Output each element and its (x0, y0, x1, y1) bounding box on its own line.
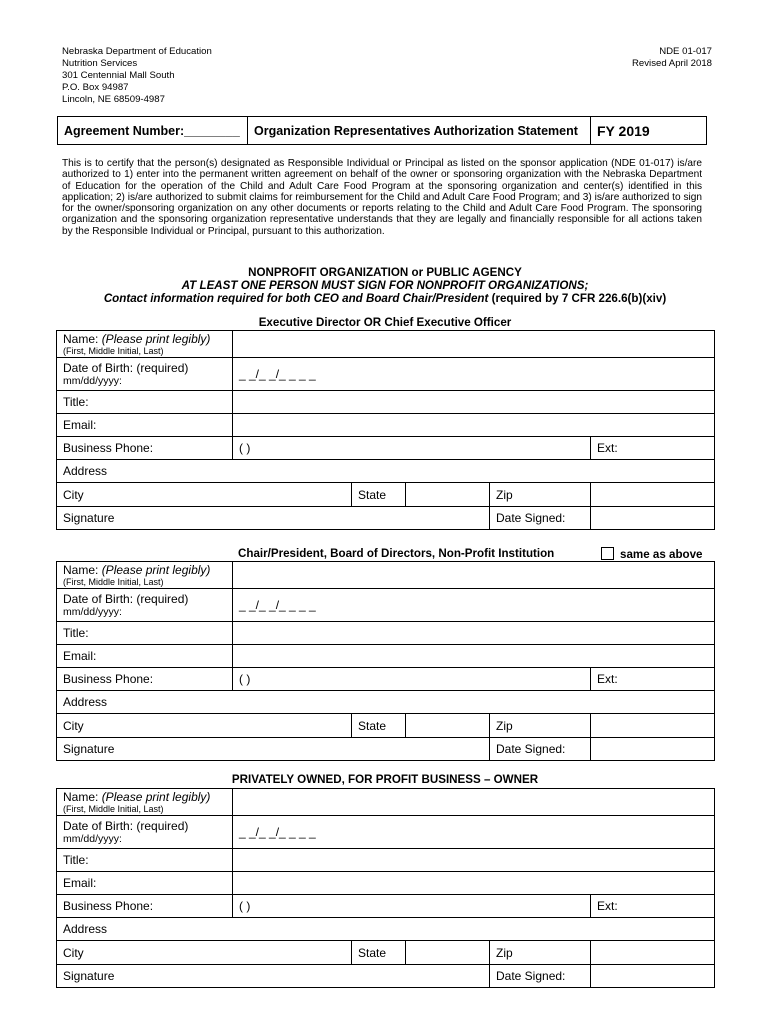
contact-note-italic: Contact information required for both CEO and Board Chair/President (103, 292, 489, 305)
zip-label: Zip (490, 714, 591, 738)
section-for-profit-owner-title: PRIVATELY OWNED, FOR PROFIT BUSINESS – OWNER (231, 773, 539, 786)
city-field[interactable]: City (57, 714, 352, 738)
title-field[interactable] (233, 391, 715, 414)
ext-field[interactable]: Ext: (591, 668, 715, 691)
name-label: Name: (63, 563, 102, 577)
city-field[interactable]: City (57, 483, 352, 507)
name-field[interactable] (233, 789, 715, 816)
email-label: Email: (57, 414, 233, 437)
phone-label: Business Phone: (57, 895, 233, 918)
fiscal-year: FY 2019 (591, 117, 707, 145)
date-signed-label: Date Signed: (490, 965, 591, 988)
date-signed-field[interactable] (591, 738, 715, 761)
dob-label-cell (57, 816, 233, 849)
title-label: Title: (57, 622, 233, 645)
address-line: Lincoln, NE 68509-4987 (62, 94, 165, 105)
name-sublabel: (First, Middle Initial, Last) (63, 804, 164, 814)
dob-sublabel: mm/dd/yyyy: (63, 832, 122, 845)
title-label: Title: (57, 391, 233, 414)
email-label: Email: (57, 645, 233, 668)
address-line: Nutrition Services (62, 58, 138, 69)
ext-field[interactable]: Ext: (591, 437, 715, 460)
certification-text: This is to certify that the person(s) designated as Responsible Individual or Principal as listed on the sponsor application (NDE 01-017) is/are authorized to 1) enter into the permanent written agreement on behalf of the owner or sponsoring organization with the Nebraska Department of Education for the operation of the Child and Adult Care Food Program at the sponsoring organization and center(s) identified in this application; 2) is/are authorized to submit claims for reimbursement for the Child and Adult Care Food Program; and 3) is/are authorized to sign for the owner/sponsoring organization on any other documents or reports relating to the Child and Adult Care Food Program. The sponsoring organization and the sponsoring organization representative understands that they are legally and financially responsible for all actions taken by the Responsible Individual or Principal, pursuant to this authorization. (62, 158, 702, 237)
agreement-box (57, 116, 707, 145)
state-label: State (352, 714, 406, 738)
state-field[interactable] (406, 483, 490, 507)
section-executive-director-title: Executive Director OR Chief Executive Officer (258, 316, 512, 329)
ext-field[interactable]: Ext: (591, 895, 715, 918)
address-line: 301 Centennial Mall South (62, 70, 175, 81)
dob-sublabel: mm/dd/yyyy: (63, 374, 122, 387)
name-label-cell (57, 789, 233, 816)
name-sublabel: (First, Middle Initial, Last) (63, 346, 164, 356)
dob-label-cell (57, 589, 233, 622)
section-board-chair-title: Chair/President, Board of Directors, Non-Profit Institution (238, 547, 555, 560)
signature-field[interactable]: Signature (57, 965, 490, 988)
name-sublabel: (First, Middle Initial, Last) (63, 577, 164, 587)
same-as-above-label: same as above (620, 548, 703, 561)
address-field[interactable]: Address (57, 691, 715, 714)
email-field[interactable] (233, 414, 715, 437)
phone-label: Business Phone: (57, 668, 233, 691)
name-label-cell (57, 562, 233, 589)
address-line: P.O. Box 94987 (62, 82, 129, 93)
state-field[interactable] (406, 714, 490, 738)
title-field[interactable] (233, 622, 715, 645)
name-hint: (Please print legibly) (101, 332, 211, 346)
address-field[interactable]: Address (57, 460, 715, 483)
date-signed-label: Date Signed: (490, 507, 591, 530)
form-number: NDE 01-017 (659, 46, 712, 57)
phone-field[interactable]: ( ) (233, 895, 591, 918)
state-field[interactable] (406, 941, 490, 965)
zip-field[interactable] (591, 941, 715, 965)
dob-label: Date of Birth: (required) (63, 360, 189, 375)
form-id (632, 46, 712, 70)
name-label: Name: (63, 790, 102, 804)
name-hint: (Please print legibly) (101, 563, 211, 577)
name-label-cell (57, 331, 233, 358)
nonprofit-contact-note (0, 292, 770, 305)
dob-field[interactable]: _ _/_ _/_ _ _ _ (233, 358, 715, 391)
agreement-number[interactable]: Agreement Number:________ (58, 117, 248, 145)
email-label: Email: (57, 872, 233, 895)
dob-label: Date of Birth: (required) (63, 818, 189, 833)
revised-date: Revised April 2018 (632, 58, 712, 69)
zip-field[interactable] (591, 714, 715, 738)
for-profit-owner-form (56, 788, 715, 988)
signature-field[interactable]: Signature (57, 507, 490, 530)
phone-field[interactable]: ( ) (233, 437, 591, 460)
zip-field[interactable] (591, 483, 715, 507)
dob-field[interactable]: _ _/_ _/_ _ _ _ (233, 816, 715, 849)
city-field[interactable]: City (57, 941, 352, 965)
signature-field[interactable]: Signature (57, 738, 490, 761)
same-as-above-checkbox[interactable] (601, 547, 614, 560)
name-field[interactable] (233, 562, 715, 589)
nonprofit-subheading: AT LEAST ONE PERSON MUST SIGN FOR NONPROFIT ORGANIZATIONS; (181, 279, 589, 292)
address-field[interactable]: Address (57, 918, 715, 941)
zip-label: Zip (490, 483, 591, 507)
date-signed-label: Date Signed: (490, 738, 591, 761)
title-label: Title: (57, 849, 233, 872)
name-label: Name: (63, 332, 102, 346)
statement-title: Organization Representatives Authorization Statement (248, 117, 591, 145)
date-signed-field[interactable] (591, 507, 715, 530)
board-chair-form (56, 561, 715, 761)
name-hint: (Please print legibly) (101, 790, 211, 804)
dob-label: Date of Birth: (required) (63, 591, 189, 606)
phone-label: Business Phone: (57, 437, 233, 460)
email-field[interactable] (233, 872, 715, 895)
email-field[interactable] (233, 645, 715, 668)
agency-address (62, 46, 212, 106)
zip-label: Zip (490, 941, 591, 965)
dob-field[interactable]: _ _/_ _/_ _ _ _ (233, 589, 715, 622)
title-field[interactable] (233, 849, 715, 872)
state-label: State (352, 941, 406, 965)
address-line: Nebraska Department of Education (62, 46, 212, 57)
contact-note-regulation: (required by 7 CFR 226.6(b)(xiv) (488, 292, 667, 305)
state-label: State (352, 483, 406, 507)
name-field[interactable] (233, 331, 715, 358)
executive-director-form (56, 330, 715, 530)
same-as-above-option[interactable] (601, 547, 703, 561)
nonprofit-heading: NONPROFIT ORGANIZATION or PUBLIC AGENCY (248, 266, 522, 279)
dob-sublabel: mm/dd/yyyy: (63, 605, 122, 618)
dob-label-cell (57, 358, 233, 391)
phone-field[interactable]: ( ) (233, 668, 591, 691)
date-signed-field[interactable] (591, 965, 715, 988)
